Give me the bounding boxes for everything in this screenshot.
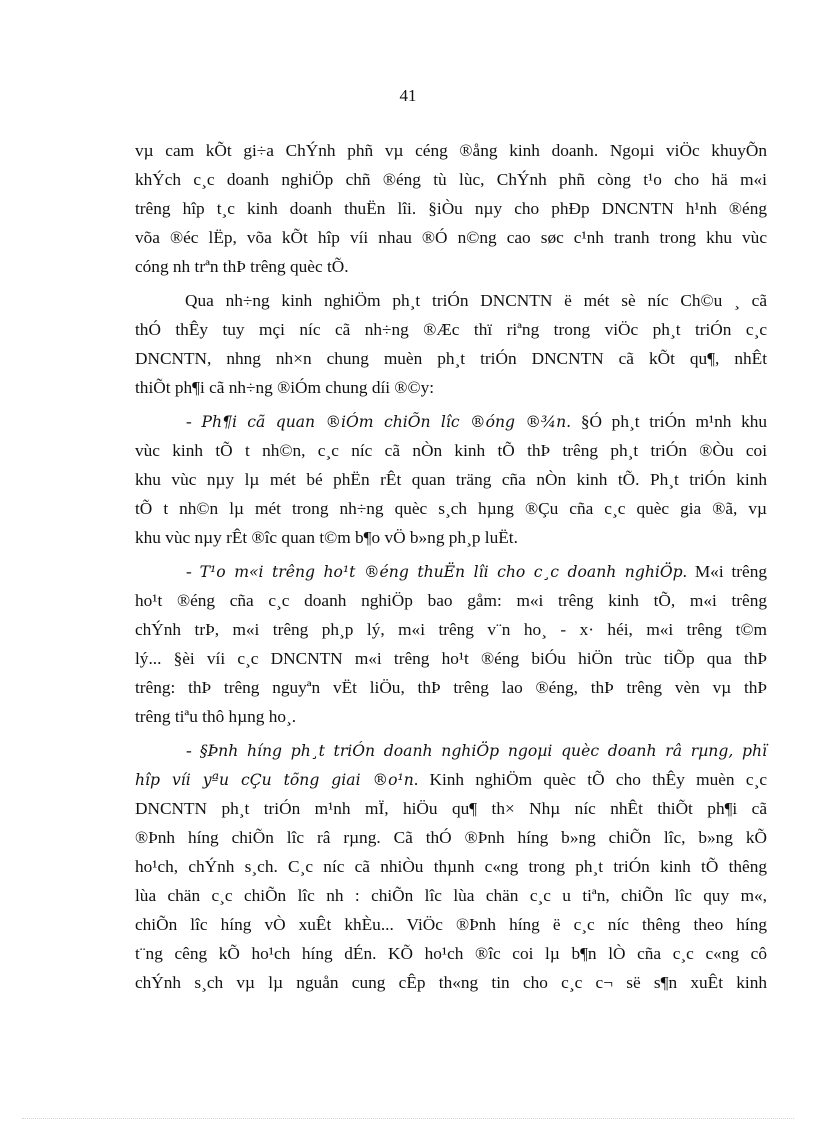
text-line: võa ®éc lËp, võa kÕt hîp víi nhau ®Ó n©ng cao søc c¹nh tranh trong khu vùc [135, 228, 767, 247]
bullet-heading: §Þnh híng ph¸t triÓn doanh nghiÖp ngoµi quèc doanh râ rµng, phï [199, 742, 768, 760]
text-line: thiÕt ph¶i cã nh÷ng ®iÓm chung díi ®©y: [135, 378, 435, 397]
bullet-line: - §Þnh híng ph¸t triÓn doanh nghiÖp ngoµi quèc doanh râ rµng, phï [186, 741, 768, 760]
text-line: trêng tiªu thô hµng ho¸. [135, 707, 297, 726]
text-line: DNCNTN, nhng nh×n chung muèn ph¸t triÓn DNCNTN cã kÕt qu¶, nhÊt [135, 349, 767, 368]
text-line: vùc kinh tÕ t nh©n, c¸c níc cã nÒn kinh tÕ thÞ trêng ph¸t triÓn ®Òu coi [135, 441, 767, 460]
text-line: ho¹ch, chÝnh s¸ch. C¸c níc cã nhiÒu thµnh c«ng trong ph¸t triÓn kinh tÕ thêng [135, 857, 767, 876]
text-line: tÕ t nh©n lµ mét trong nh÷ng quèc s¸ch hµng ®Çu cña c¸c quèc gia ®ã, vµ [135, 499, 767, 518]
text-line: DNCNTN ph¸t triÓn m¹nh mÏ, hiÖu qu¶ th× Nhµ níc nhÊt thiÕt ph¶i cã [135, 799, 767, 818]
bullet-heading: Ph¶i cã quan ®iÓm chiÕn lîc ®óng ®¾n. [201, 413, 572, 431]
text-line: thÓ thÊy tuy mçi níc cã nh÷ng ®Æc thï riªng trong viÖc ph¸t triÓn c¸c [135, 320, 767, 339]
text-line: chÝnh s¸ch vµ lµ nguån cung cÊp th«ng tin cho c¸c c¬ së s¶n xuÊt kinh [135, 973, 767, 992]
text-line: chÝnh trÞ, m«i trêng ph¸p lý, m«i trêng v¨n ho¸ - x· héi, m«i trêng t©m [135, 620, 767, 639]
text-line: chiÕn lîc híng vÒ xuÊt khÈu... ViÖc ®Þnh híng ë c¸c níc thêng theo híng [135, 915, 767, 934]
text-line: ho¹t ®éng cña c¸c doanh nghiÖp bao gåm: m«i trêng kinh tÕ, m«i trêng [135, 591, 767, 610]
page-number: 41 [399, 86, 417, 105]
text-line: lùa chän c¸c chiÕn lîc nh : chiÕn lîc lùa chän c¸c u tiªn, chiÕn lîc quy m«, [135, 886, 767, 905]
bullet-line: - Ph¶i cã quan ®iÓm chiÕn lîc ®óng ®¾n. §Ó ph¸t triÓn m¹nh khu [186, 412, 768, 431]
text-line: Qua nh÷ng kinh nghiÖm ph¸t triÓn DNCNTN ë mét sè níc Ch©u ¸ cã [185, 291, 767, 310]
text-line: trêng: thÞ trêng nguyªn vËt liÖu, thÞ trêng lao ®éng, thÞ trêng vèn vµ thÞ [135, 678, 767, 697]
text-line: ®Þnh híng chiÕn lîc râ rµng. Cã thÓ ®Þnh híng b»ng chiÕn lîc, b»ng kÕ [135, 828, 767, 847]
text-line: khu vùc nµy lµ mét bé phËn rÊt quan träng cña nÒn kinh tÕ. Ph¸t triÓn kinh [135, 470, 767, 489]
text-line: khu vùc nµy rÊt ®îc quan t©m b¶o vÖ b»ng ph¸p luËt. [135, 528, 518, 547]
text-line: t¨ng cêng kÕ ho¹ch híng dÉn. KÕ ho¹ch ®îc coi lµ b¶n lÒ cña c¸c c«ng cô [135, 944, 767, 963]
text-line: lý... §èi víi c¸c DNCNTN m«i trêng ho¹t ®éng biÓu hiÖn trùc tiÕp qua thÞ [135, 649, 767, 668]
text-line: hîp víi yªu cÇu tõng giai ®o¹n. Kinh nghiÖm quèc tÕ cho thÊy muèn c¸c [135, 770, 768, 789]
bullet-heading: T¹o m«i trêng ho¹t ®éng thuËn lîi cho c¸c doanh nghiÖp [199, 563, 683, 581]
text-line: khÝch c¸c doanh nghiÖp chñ ®éng tù lùc, ChÝnh phñ còng t¹o cho hä m«i [135, 170, 767, 189]
bullet-line: - T¹o m«i trêng ho¹t ®éng thuËn lîi cho c¸c doanh nghiÖp. M«i trêng [186, 562, 768, 581]
page-bottom-divider [22, 1118, 794, 1119]
bullet-heading: hîp víi yªu cÇu tõng giai ®o¹n [135, 771, 414, 789]
text-line: cóng nh trªn thÞ trêng quèc tÕ. [135, 257, 349, 276]
text-line: trêng hîp t¸c kinh doanh thuËn lîi. §iÒu nµy cho phÐp DNCNTN h¹nh ®éng [135, 199, 767, 218]
text-line: vµ cam kÕt gi÷a ChÝnh phñ vµ céng ®ång kinh doanh. Ngoµi viÖc khuyÕn [135, 141, 767, 160]
